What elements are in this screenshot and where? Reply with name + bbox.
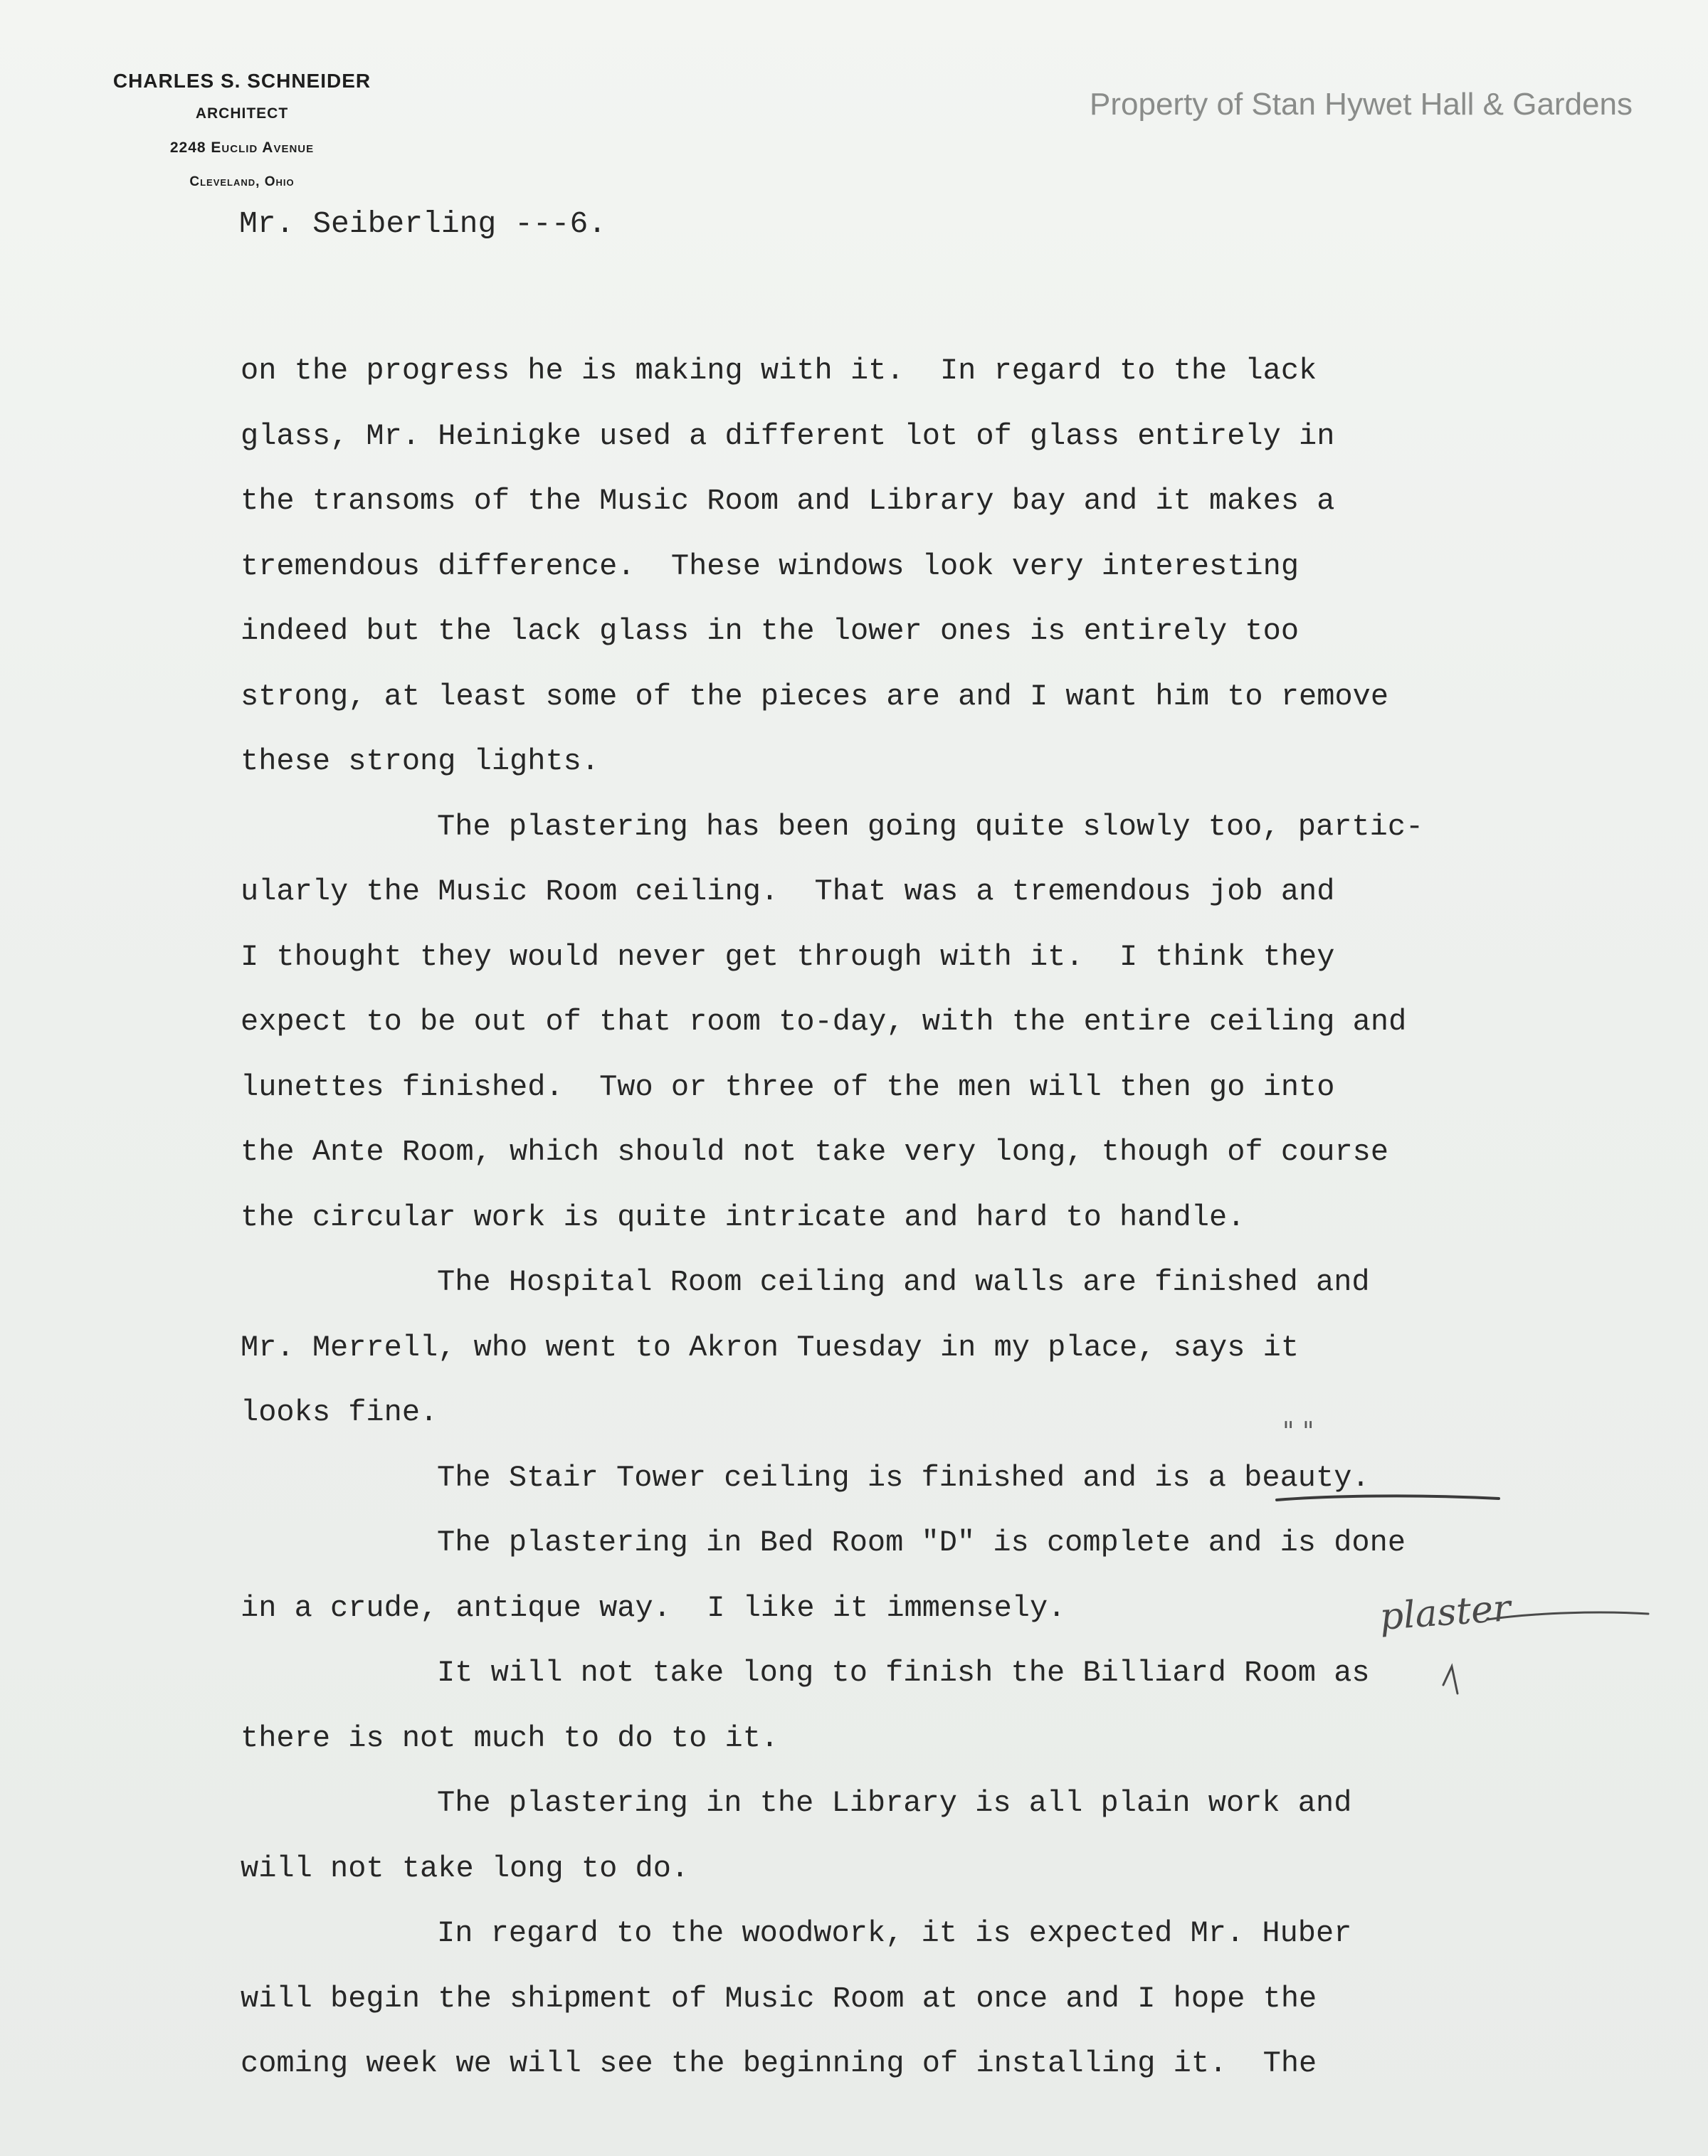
body-line: expect to be out of that room to-day, with the entire ceiling and <box>241 1005 1407 1039</box>
body-line: glass, Mr. Heinigke used a different lot of glass entirely in <box>241 418 1335 453</box>
caret-icon <box>1443 1666 1457 1693</box>
body-line: in a crude, antique way. I like it immensely. <box>241 1590 1066 1625</box>
handwritten-insertion <box>1366 1587 1651 1701</box>
body-line: tremendous difference. These windows look very interesting <box>241 549 1300 583</box>
body-line: lunettes finished. Two or three of the men will then go into <box>241 1069 1335 1104</box>
handwritten-quote-marks <box>1280 1416 1479 1444</box>
body-line: The plastering in Bed Room "D" is complete and is done <box>437 1526 1406 1560</box>
page-heading: Mr. Seiberling ---6. <box>239 206 607 241</box>
body-line: The plastering in the Library is all plain work and <box>437 1786 1352 1820</box>
body-line: the transoms of the Music Room and Library bay and it makes a <box>241 484 1335 518</box>
handwritten-quotes-text: " " <box>1282 1417 1314 1444</box>
letterhead-city: Cleveland, Ohio <box>189 174 295 189</box>
body-line: will not take long to do. <box>241 1851 690 1886</box>
body-line: the Ante Room, which should not take very long, though of course <box>241 1135 1389 1169</box>
body-line: ularly the Music Room ceiling. That was a tremendous job and <box>241 874 1335 909</box>
letterhead-address: 2248 Euclid Avenue <box>169 139 315 156</box>
body-line: It will not take long to finish the Billiard Room as <box>437 1656 1370 1690</box>
body-line: In regard to the woodwork, it is expected Mr. Huber <box>437 1916 1352 1950</box>
letterhead-name: CHARLES S. SCHNEIDER <box>112 70 371 92</box>
body-line: coming week we will see the beginning of installing it. The <box>241 2046 1317 2081</box>
body-line: I thought they would never get through with it. I think they <box>241 939 1335 974</box>
body-line: on the progress he is making with it. In regard to the lack <box>241 354 1317 388</box>
body-line: there is not much to do to it. <box>241 1721 779 1755</box>
body-line: will begin the shipment of Music Room at once and I hope the <box>241 1981 1317 2016</box>
property-watermark: Property of Stan Hywet Hall & Gardens <box>1090 87 1633 122</box>
body-line: The Hospital Room ceiling and walls are finished and <box>437 1265 1370 1299</box>
body-line: indeed but the lack glass in the lower ones is entirely too <box>241 614 1300 648</box>
letterhead <box>43 65 441 199</box>
body-line: these strong lights. <box>241 744 600 778</box>
body-line: strong, at least some of the pieces are and I want him to remove <box>241 679 1389 714</box>
body-line: Mr. Merrell, who went to Akron Tuesday in my place, says it <box>241 1330 1300 1365</box>
body-line: looks fine. <box>241 1395 438 1430</box>
handwritten-underline <box>1274 1493 1502 1504</box>
body-line: The plastering has been going quite slowly too, partic- <box>437 809 1424 844</box>
handwritten-insertion-text: plaster <box>1378 1587 1512 1639</box>
letter-body <box>241 339 1593 2097</box>
letterhead-title: ARCHITECT <box>195 105 289 122</box>
body-line: The Stair Tower ceiling is finished and is a beauty. <box>437 1460 1370 1495</box>
body-line: the circular work is quite intricate and hard to handle. <box>241 1200 1245 1235</box>
